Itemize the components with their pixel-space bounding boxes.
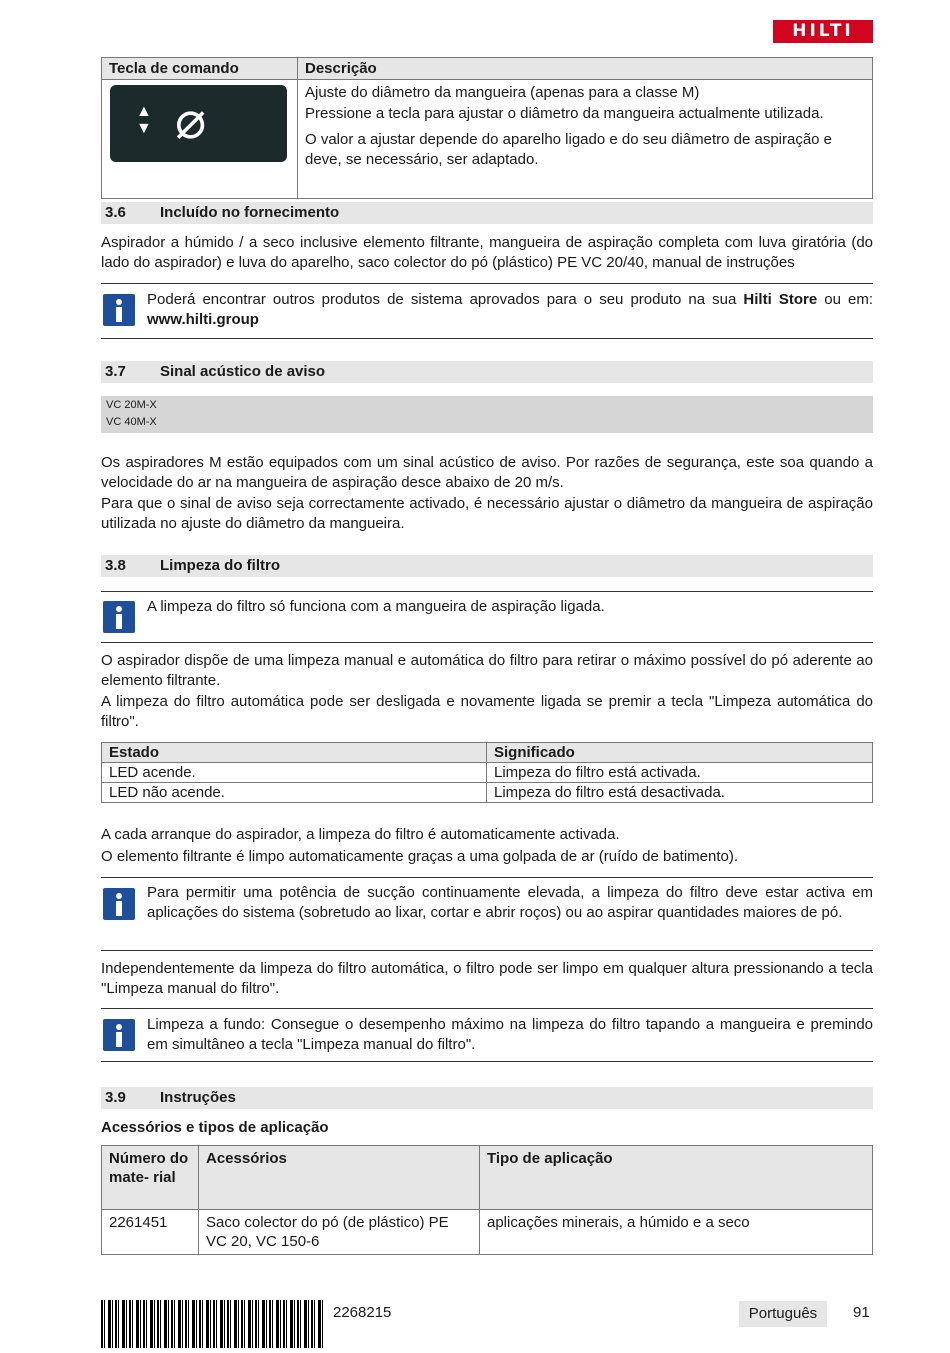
hilti-website-link[interactable]: www.hilti.group <box>147 311 259 328</box>
table-cell: aplicações minerais, a húmido e a seco <box>480 1210 873 1255</box>
table-cell: Saco colector do pó (de plástico) PE VC 20, VC 150-6 <box>199 1210 480 1255</box>
col-header-description: Descrição <box>298 58 873 80</box>
note-hilti-store <box>101 283 873 339</box>
table-row <box>102 763 873 783</box>
table-cell: Limpeza do filtro está desactivada. <box>487 783 873 803</box>
col-header-accessories: Acessórios <box>199 1146 480 1210</box>
section-number: 3.8 <box>105 557 126 574</box>
note-filter-hose <box>101 591 873 643</box>
table-cell: 2261451 <box>102 1210 199 1255</box>
key-cell <box>102 80 298 199</box>
section-title: Sinal acústico de aviso <box>160 363 326 380</box>
model-vc20: VC 20M-X <box>106 399 157 411</box>
section-3-9-heading <box>101 1087 873 1109</box>
table-row <box>102 1210 873 1255</box>
table-row <box>102 783 873 803</box>
note-deep-cleaning <box>101 1008 873 1062</box>
warning-signal-text: Os aspiradores M estão equipados com um sinal acústico de aviso. Por razões de segurança, este soa quando a velocidade do ar na mangueira de aspiração desce abaixo de 20 m/s. <box>101 454 873 491</box>
info-icon <box>103 1019 135 1051</box>
col-header-material-number: Número do mate- rial <box>102 1146 199 1210</box>
warning-signal-adjust-text: Para que o sinal de aviso seja correctamente activado, é necessário ajustar o diâmetro da mangueira de aspiração utilizada no ajuste do diâmetro da mangueira. <box>101 495 873 532</box>
page-number: 91 <box>853 1304 870 1321</box>
led-status-table <box>101 742 873 803</box>
table-cell: Limpeza do filtro está activada. <box>487 763 873 783</box>
col-header-state: Estado <box>102 743 487 763</box>
models-bar <box>101 396 873 433</box>
section-title: Incluído no fornecimento <box>160 204 340 221</box>
document-number: 2268215 <box>333 1304 392 1321</box>
language-badge: Português <box>739 1301 827 1327</box>
note-text: Para permitir uma potência de sucção continuamente elevada, a limpeza do filtro deve estar activa em aplicações do sistema (sobretudo ao lixar, cortar e abrir roços) ou ao aspirar quantidades maiores de pó. <box>147 884 873 921</box>
table-cell: LED não acende. <box>102 783 487 803</box>
accessories-table <box>101 1145 873 1255</box>
model-vc40: VC 40M-X <box>106 416 157 428</box>
section-number: 3.9 <box>105 1089 126 1106</box>
col-header-key: Tecla de comando <box>102 58 298 80</box>
section-title: Limpeza do filtro <box>160 557 280 574</box>
note-high-suction <box>101 877 873 951</box>
desc-instruction: Pressione a tecla para ajustar o diâmetro da mangueira actualmente utilizada. <box>305 105 824 122</box>
description-cell <box>298 80 873 199</box>
info-icon <box>103 294 135 326</box>
info-icon <box>103 888 135 920</box>
section-number: 3.7 <box>105 363 126 380</box>
section-title: Instruções <box>160 1089 236 1106</box>
section-3-6-heading <box>101 202 873 224</box>
command-key-table <box>101 57 873 199</box>
barcode <box>101 1300 325 1348</box>
filter-cleaning-text: O aspirador dispõe de uma limpeza manual e automática do filtro para retirar o máximo possível do pó aderente ao elemento filtrante. <box>101 652 873 689</box>
accessories-subtitle: Acessórios e tipos de aplicação <box>101 1119 329 1136</box>
note-text: Poderá encontrar outros produtos de sistema aprovados para o seu produto na sua Hilti Store ou em: www.hilti.group <box>147 291 874 328</box>
diameter-symbol-icon: ⌀ <box>175 91 207 151</box>
up-down-arrows-icon: ▲▼ <box>136 103 152 137</box>
section-3-8-heading <box>101 555 873 577</box>
col-header-application: Tipo de aplicação <box>480 1146 873 1210</box>
info-icon <box>103 601 135 633</box>
hilti-logo: HILTI <box>773 20 873 43</box>
section-3-7-heading <box>101 361 873 383</box>
note-text: Limpeza a fundo: Consegue o desempenho máximo na limpeza do filtro tapando a mangueira e premindo em simultâneo a tecla "Limpeza manual do filtro". <box>147 1016 873 1053</box>
desc-note: O valor a ajustar depende do aparelho ligado e do seu diâmetro de aspiração e deve, se necessário, ser adaptado. <box>305 131 833 168</box>
air-pulse-text: O elemento filtrante é limpo automaticamente graças a uma golpada de ar (ruído de batimento). <box>101 848 739 865</box>
manual-cleaning-text: Independentemente da limpeza do filtro automática, o filtro pode ser limpo em qualquer altura pressionando a tecla "Limpeza manual do filtro". <box>101 960 873 997</box>
auto-cleaning-toggle-text: A limpeza do filtro automática pode ser desligada e novamente ligada se premir a tecla "Limpeza automática do filtro". <box>101 693 873 730</box>
table-cell: LED acende. <box>102 763 487 783</box>
desc-title: Ajuste do diâmetro da mangueira (apenas para a classe M) <box>305 84 700 101</box>
hose-diameter-key <box>110 85 287 162</box>
hilti-store-text: Hilti Store <box>743 291 818 308</box>
note-text: A limpeza do filtro só funciona com a mangueira de aspiração ligada. <box>147 598 605 615</box>
delivery-contents-text: Aspirador a húmido / a seco inclusive elemento filtrante, mangueira de aspiração completa com luva giratória (do lado do aspirador) e luva do aparelho, saco colector do pó (plástico) PE VC 20/40, manual de instruções <box>101 234 873 271</box>
col-header-meaning: Significado <box>487 743 873 763</box>
auto-activation-text: A cada arranque do aspirador, a limpeza do filtro é automaticamente activada. <box>101 826 620 843</box>
section-number: 3.6 <box>105 204 126 221</box>
